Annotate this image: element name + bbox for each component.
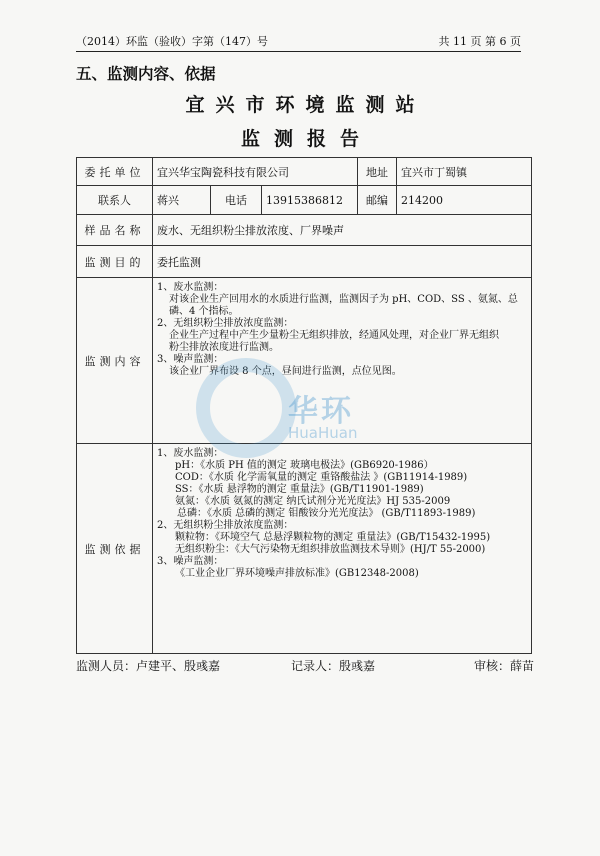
report-title: 监测报告 bbox=[240, 128, 373, 150]
sample-value: 废水、无组织粉尘排放浓度、厂界噪声 bbox=[153, 215, 532, 246]
basis-line: 无组织粉尘：《大气污染物无组织排放监测技术导则》(HJ/T 55-2000) bbox=[175, 544, 486, 555]
basis-line: 《工业企业厂界环境噪声排放标准》(GB12348-2008) bbox=[175, 568, 419, 579]
basis-line: 总磷：《水质 总磷的测定 钼酸铵分光光度法》 (GB/T11893-1989) bbox=[177, 508, 476, 519]
basis-line: 颗粒物：《环境空气 总悬浮颗粒物的测定 重量法》(GB/T15432-1995) bbox=[175, 532, 491, 543]
contact-label: 联系人 bbox=[77, 186, 153, 215]
postcode-value: 214200 bbox=[397, 186, 532, 215]
content-line: 2、无组织粉尘排放浓度监测： bbox=[157, 318, 294, 329]
watermark-brand-en: HuaHuan bbox=[288, 424, 358, 442]
content-line: 企业生产过程中产生少量粉尘无组织排放，经通风处理，对企业厂界无组织 bbox=[169, 330, 499, 341]
basis-line: pH：《水质 PH 值的测定 玻璃电极法》(GB6920-1986） bbox=[175, 460, 434, 471]
content-line: 对该企业生产回用水的水质进行监测，监测因子为 pH、COD、SS 、氨氮、总 bbox=[169, 294, 518, 305]
basis-line: 3、噪声监测： bbox=[157, 556, 224, 567]
station-title: 宜兴市环境监测站 bbox=[185, 94, 426, 116]
footer-recorder: 记录人：殷彧嘉 bbox=[291, 659, 376, 673]
header-divider bbox=[76, 51, 521, 52]
content-line: 磷、4 个指标。 bbox=[169, 306, 239, 317]
content-line: 该企业厂界布设 8 个点，昼间进行监测，点位见图。 bbox=[169, 366, 402, 377]
address-label: 地址 bbox=[358, 158, 397, 186]
purpose-value: 委托监测 bbox=[153, 246, 532, 278]
client-label: 委托单位 bbox=[77, 158, 153, 186]
basis-line: COD：《水质 化学需氧量的测定 重铬酸盐法 》(GB11914-1989) bbox=[175, 472, 468, 483]
content-line: 3、噪声监测： bbox=[157, 354, 224, 365]
watermark-brand-cn: 华环 bbox=[288, 394, 354, 429]
client-value: 宜兴华宝陶瓷科技有限公司 bbox=[153, 158, 358, 186]
sample-label: 样品名称 bbox=[77, 215, 153, 246]
document-number: （2014）环监（验收）字第（147）号 bbox=[76, 35, 268, 48]
footer-reviewer: 审核：薛苗 bbox=[474, 659, 535, 673]
content-line: 1、废水监测： bbox=[157, 282, 224, 293]
report-table bbox=[76, 157, 532, 654]
footer-staff: 监测人员：卢建平、殷彧嘉 bbox=[76, 659, 221, 673]
basis-line: SS：《水质 悬浮物的测定 重量法》(GB/T11901-1989) bbox=[175, 484, 424, 495]
page-info: 共 11 页 第 6 页 bbox=[438, 35, 521, 48]
phone-value: 13915386812 bbox=[262, 186, 358, 215]
contact-value: 蒋兴 bbox=[153, 186, 211, 215]
section-title: 五、监测内容、依据 bbox=[76, 64, 216, 83]
basis-line: 1、废水监测： bbox=[157, 448, 224, 459]
content-cell bbox=[153, 278, 532, 444]
basis-label: 监测依据 bbox=[77, 444, 153, 654]
address-value: 宜兴市丁蜀镇 bbox=[397, 158, 532, 186]
purpose-label: 监测目的 bbox=[77, 246, 153, 278]
basis-line: 2、无组织粉尘排放浓度监测： bbox=[157, 520, 294, 531]
content-line: 粉尘排放浓度进行监测。 bbox=[169, 342, 279, 353]
phone-label: 电话 bbox=[211, 186, 262, 215]
basis-line: 氨氮：《水质 氨氮的测定 纳氏试剂分光光度法》HJ 535-2009 bbox=[175, 496, 451, 507]
content-label: 监测内容 bbox=[77, 278, 153, 444]
basis-cell bbox=[153, 444, 532, 654]
postcode-label: 邮编 bbox=[358, 186, 397, 215]
